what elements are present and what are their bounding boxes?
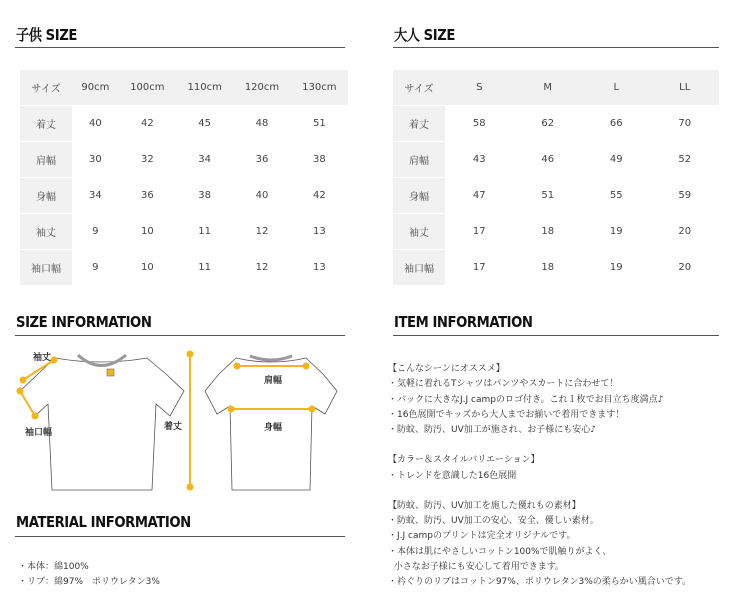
table-row — [20, 214, 348, 250]
material-line: ・本体：綿100% — [18, 562, 89, 572]
kids-cell: 9 — [72, 250, 119, 286]
cuff-width-label: 袖口幅 — [25, 428, 53, 438]
adult-row-label: 袖丈 — [393, 214, 445, 250]
adult-cell: 70 — [651, 106, 720, 142]
adult-cell: 58 — [445, 106, 514, 142]
adult-row-label: 袖口幅 — [393, 250, 445, 286]
adult-cell: 19 — [582, 214, 651, 250]
info-line: ・バックに大きなJ.J campのロゴ付き。これ１枚でお目立ち度満点♪ — [388, 394, 664, 405]
info-line: ・トレンドを意識した16色展開 — [388, 470, 517, 481]
adult-cell: 66 — [582, 106, 651, 142]
logo-patch-icon — [107, 369, 114, 376]
kids-row-label: 身幅 — [20, 178, 72, 214]
kids-cell: 12 — [233, 214, 290, 250]
material-info-rule — [15, 536, 345, 537]
adult-cell: 51 — [514, 178, 583, 214]
adult-size-table — [393, 70, 719, 286]
adult-row-label: 着丈 — [393, 106, 445, 142]
kids-size-table — [20, 70, 348, 286]
kids-header-cell: 100cm — [119, 70, 176, 106]
kids-cell: 11 — [176, 214, 233, 250]
table-row — [20, 250, 348, 286]
adult-title-rule — [393, 47, 719, 48]
adult-cell: 18 — [514, 250, 583, 286]
info-line: 【防蚊、防汚、UV加工を施した優れもの素材】 — [388, 501, 581, 512]
kids-header-row — [20, 70, 348, 106]
item-info-rule — [393, 335, 719, 336]
info-line: ・衿ぐりのリブはコットン97%、ポリウレタン3%の柔らかい風合いです。 — [388, 577, 692, 588]
sleeve-length-label: 袖丈 — [33, 353, 52, 363]
adult-header-cell: L — [582, 70, 651, 106]
shoulder-label: 肩幅 — [264, 376, 283, 386]
kids-row-label: 着丈 — [20, 106, 72, 142]
kids-cell: 13 — [291, 250, 348, 286]
adult-cell: 52 — [651, 142, 720, 178]
table-row — [393, 214, 719, 250]
kids-header-cell: 110cm — [176, 70, 233, 106]
material-line: ・リブ：綿97% ポリウレタン3% — [18, 577, 160, 587]
info-line: ・本体は肌にやさしいコットン100%で肌触りがよく、 — [388, 546, 612, 557]
kids-cell: 34 — [176, 142, 233, 178]
info-line: ・防蚊、防汚、UV加工の安心、安全、優しい素材。 — [388, 516, 599, 527]
kids-cell: 10 — [119, 250, 176, 286]
kids-header-cell: 130cm — [291, 70, 348, 106]
kids-header-cell: 90cm — [72, 70, 119, 106]
adult-cell: 47 — [445, 178, 514, 214]
adult-cell: 19 — [582, 250, 651, 286]
adult-cell: 17 — [445, 214, 514, 250]
adult-size-title: 大人 SIZE — [394, 26, 455, 44]
adult-cell: 55 — [582, 178, 651, 214]
kids-cell: 30 — [72, 142, 119, 178]
kids-cell: 12 — [233, 250, 290, 286]
size-information-title: SIZE INFORMATION — [16, 313, 152, 331]
table-row — [393, 250, 719, 286]
kids-cell: 13 — [291, 214, 348, 250]
body-width-label: 身幅 — [264, 423, 283, 433]
adult-cell: 46 — [514, 142, 583, 178]
kids-header-cell: サイズ — [20, 70, 72, 106]
adult-cell: 17 — [445, 250, 514, 286]
info-line — [388, 484, 691, 499]
kids-cell: 34 — [72, 178, 119, 214]
adult-cell: 43 — [445, 142, 514, 178]
kids-row-label: 袖口幅 — [20, 250, 72, 286]
material-text — [18, 545, 160, 605]
adult-row-label: 肩幅 — [393, 142, 445, 178]
adult-header-cell: サイズ — [393, 70, 445, 106]
adult-header-cell: M — [514, 70, 583, 106]
table-row — [393, 142, 719, 178]
kids-cell: 38 — [176, 178, 233, 214]
kids-header-cell: 120cm — [233, 70, 290, 106]
adult-header-cell: LL — [651, 70, 720, 106]
material-information-title: MATERIAL INFORMATION — [16, 513, 191, 531]
adult-cell: 20 — [651, 214, 720, 250]
kids-row-label: 袖丈 — [20, 214, 72, 250]
adult-cell: 20 — [651, 250, 720, 286]
info-line: ・16色展開でキッズから大人までお揃いで着用できます！ — [388, 409, 625, 420]
kids-cell: 40 — [233, 178, 290, 214]
table-row — [20, 106, 348, 142]
kids-cell: 48 — [233, 106, 290, 142]
kids-cell: 36 — [119, 178, 176, 214]
kids-cell: 45 — [176, 106, 233, 142]
table-row — [393, 106, 719, 142]
tshirt-front — [20, 355, 184, 490]
table-row — [393, 178, 719, 214]
kids-cell: 11 — [176, 250, 233, 286]
info-line — [388, 438, 691, 453]
table-row — [20, 142, 348, 178]
kids-cell: 42 — [119, 106, 176, 142]
info-line: ・防蚊、防汚、UV加工が施され、お子様にも安心♪ — [388, 425, 597, 436]
kids-cell: 40 — [72, 106, 119, 142]
info-line: 【カラー＆スタイルバリエーション】 — [388, 455, 540, 466]
adult-cell: 18 — [514, 214, 583, 250]
kids-cell: 10 — [119, 214, 176, 250]
kids-cell: 9 — [72, 214, 119, 250]
length-label: 着丈 — [164, 422, 183, 432]
size-info-rule — [15, 335, 345, 336]
table-row — [20, 178, 348, 214]
kids-title-rule — [15, 47, 345, 48]
adult-row-label: 身幅 — [393, 178, 445, 214]
adult-cell: 59 — [651, 178, 720, 214]
item-information-title: ITEM INFORMATION — [394, 313, 533, 331]
kids-cell: 42 — [291, 178, 348, 214]
kids-cell: 36 — [233, 142, 290, 178]
adult-header-row — [393, 70, 719, 106]
info-line: 【こんなシーンにオススメ】 — [388, 364, 505, 375]
adult-cell: 49 — [582, 142, 651, 178]
info-line: ・J.J campのプリントは完全オリジナルです。 — [388, 531, 576, 542]
kids-cell: 32 — [119, 142, 176, 178]
back-measure-lines — [229, 364, 315, 412]
kids-cell: 38 — [291, 142, 348, 178]
adult-cell: 62 — [514, 106, 583, 142]
adult-header-cell: S — [445, 70, 514, 106]
info-line: 小さなお子様にも安心して着用できます。 — [388, 561, 565, 572]
kids-size-title: 子供 SIZE — [16, 26, 77, 44]
kids-cell: 51 — [291, 106, 348, 142]
info-line: ・気軽に着れるTシャツはパンツやスカートに合わせて！ — [388, 379, 619, 390]
item-info-text — [388, 347, 691, 605]
kids-row-label: 肩幅 — [20, 142, 72, 178]
